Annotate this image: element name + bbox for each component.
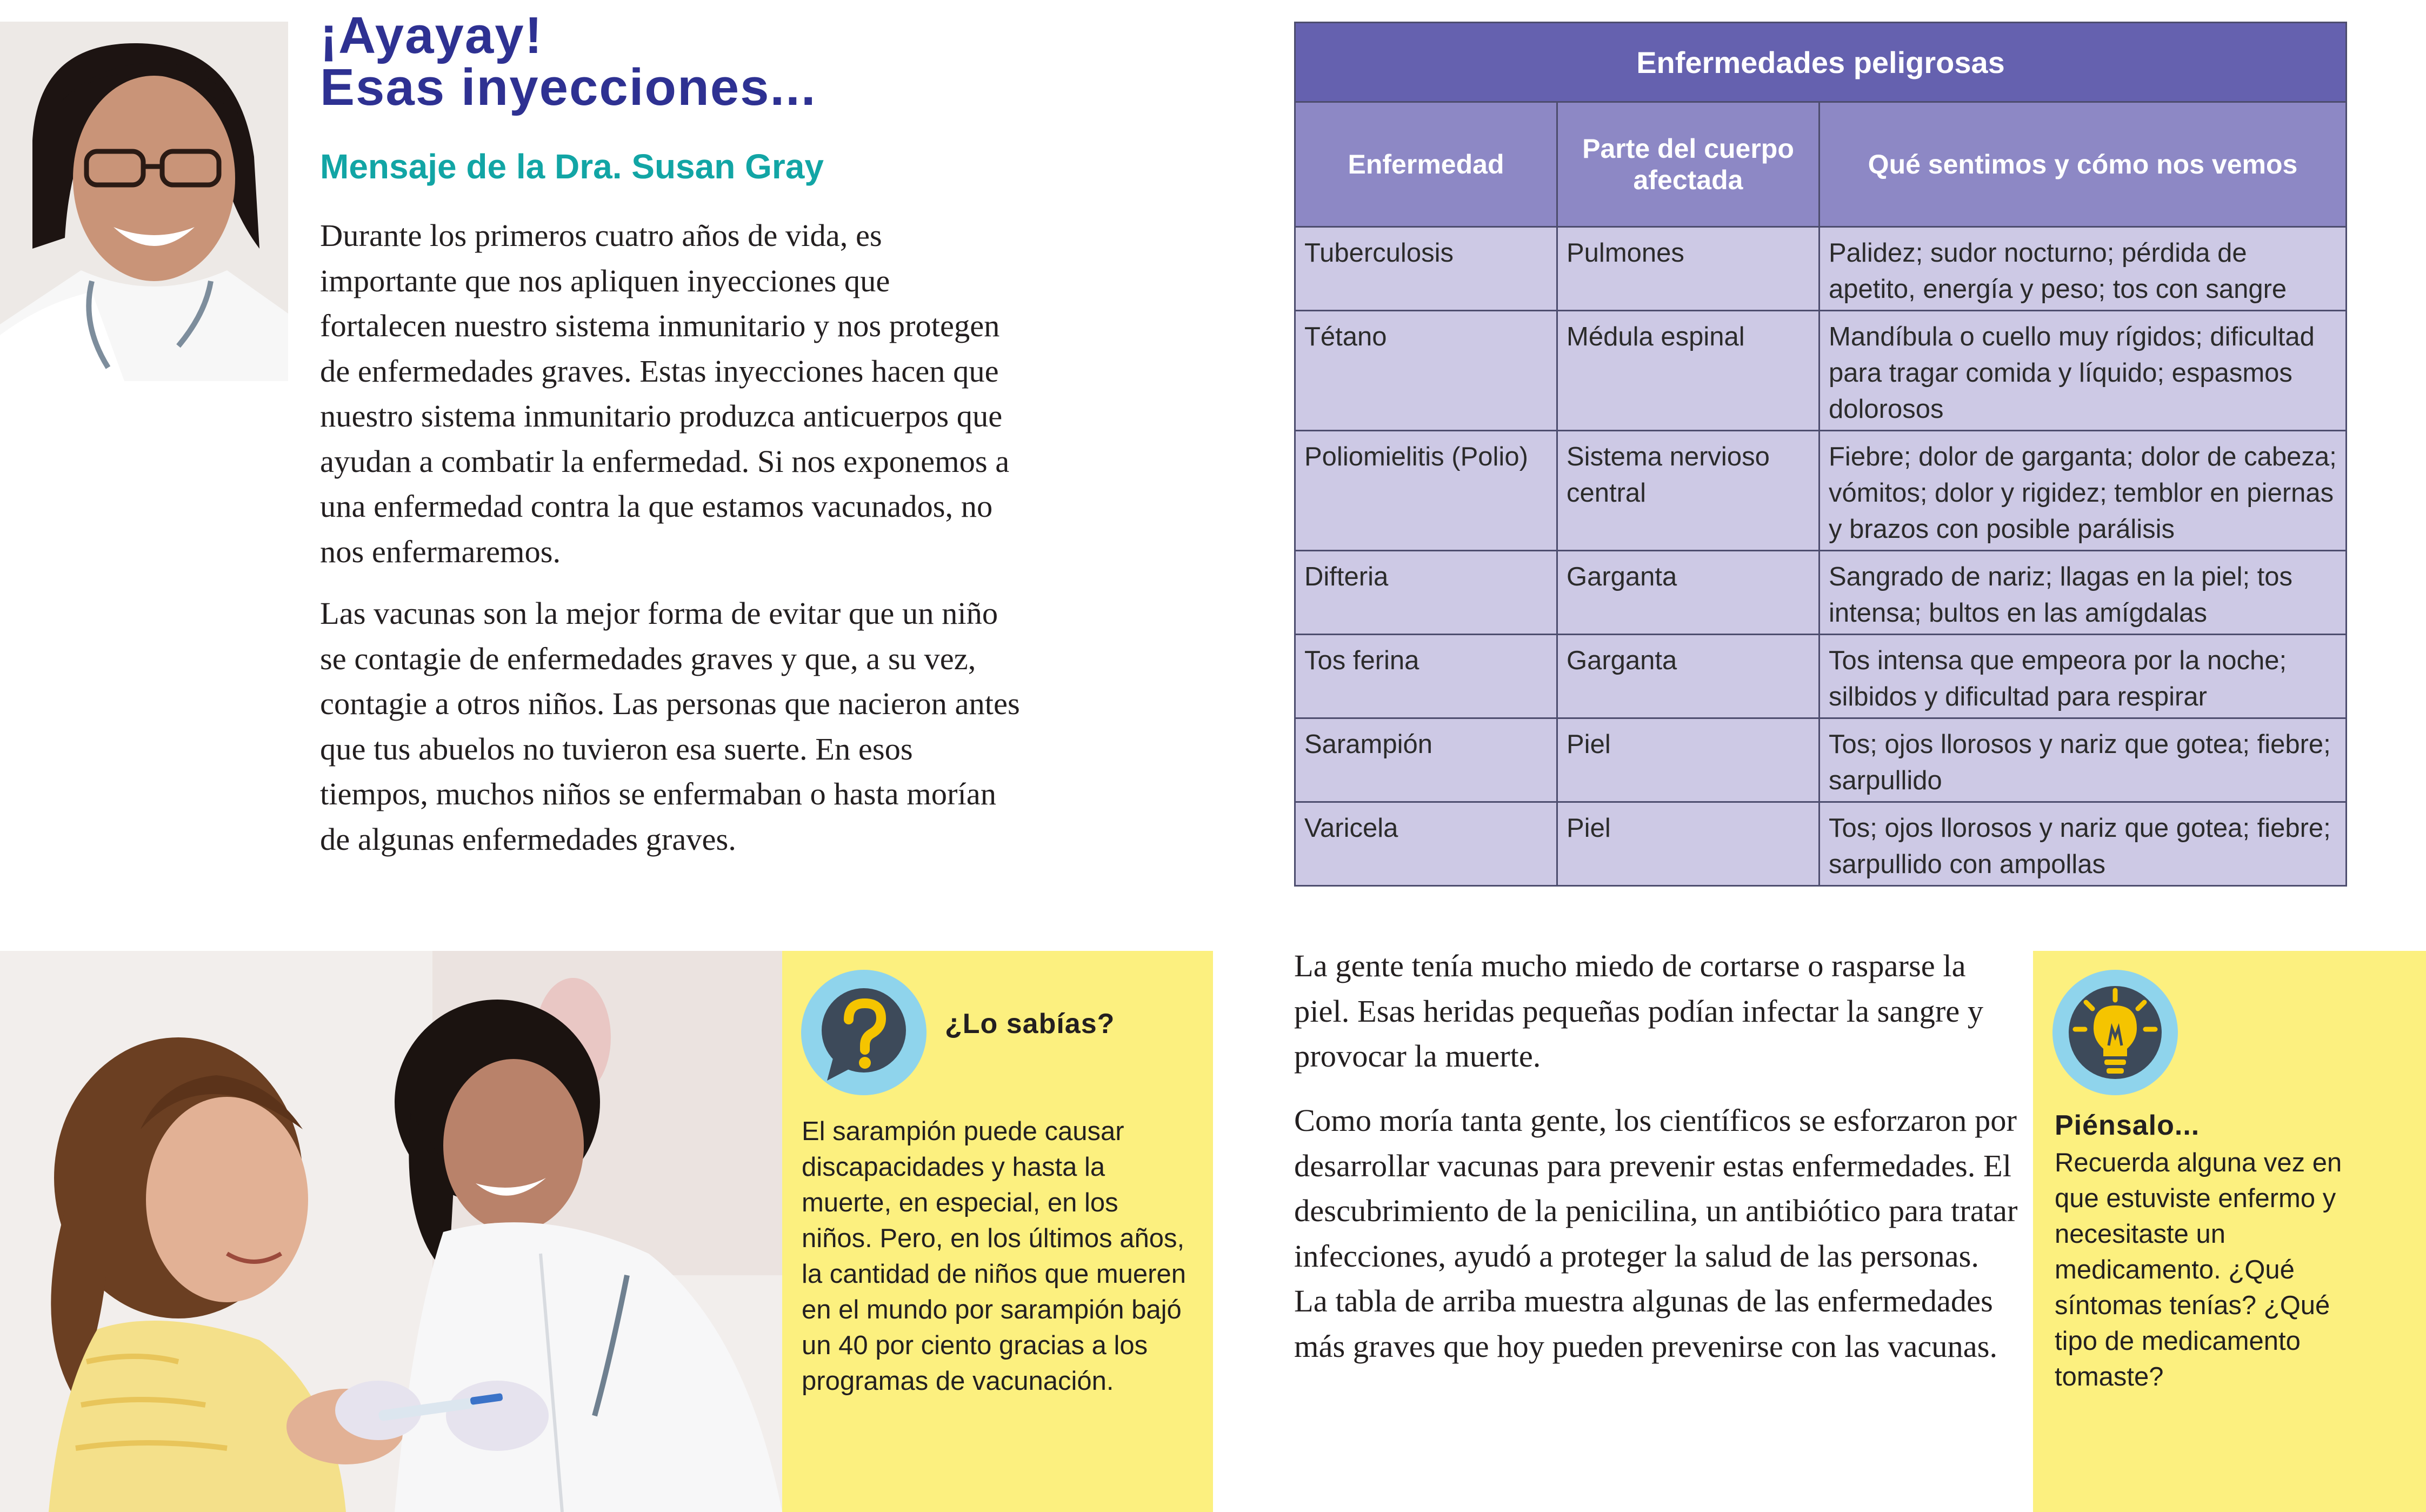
- page-title-line-2: Esas inyecciones...: [320, 58, 817, 116]
- table-cell-disease: Tuberculosis: [1295, 227, 1557, 311]
- think-about-it-text: Recuerda alguna vez en que estuviste enfermo y necesitaste un medicamento. ¿Qué síntomas tenías? ¿Qué tipo de medicamento tomaste?: [2055, 1148, 2342, 1391]
- table-cell-body-part: Garganta: [1557, 635, 1820, 718]
- table-cell-disease: Difteria: [1295, 551, 1557, 635]
- table-cell-symptoms: Mandíbula o cuello muy rígidos; dificultad para tragar comida y líquido; espasmos dolorosos: [1820, 311, 2347, 431]
- page-title: [320, 6, 1023, 116]
- table-row: [1295, 311, 2347, 431]
- body-paragraph-2: Las vacunas son la mejor forma de evitar que un niño se contagie de enfermedades graves y que, a su vez, contagie a otros niños. Las personas que nacieron antes que tus abuelos no tuvieron esa suerte. En esos tiempos, muchos niños se enfermaban o hasta morían de algunas enfermedades graves.: [320, 596, 1020, 857]
- table-cell-body-part: Piel: [1557, 802, 1820, 886]
- table-cell-symptoms: Palidez; sudor nocturno; pérdida de apetito, energía y peso; tos con sangre: [1820, 227, 2347, 311]
- did-you-know-title: ¿Lo sabías?: [945, 1008, 1115, 1040]
- table-row: [1295, 802, 2347, 886]
- table-header-row: [1295, 102, 2347, 227]
- table-cell-symptoms: Tos intensa que empeora por la noche; silbidos y dificultad para respirar: [1820, 635, 2347, 718]
- body-paragraph-1: Durante los primeros cuatro años de vida, es importante que nos apliquen inyecciones que fortalecen nuestro sistema inmunitario y nos protegen de enfermedades graves. Estas inyecciones hacen que nuestro sistema inmunitario produzca anticuerpos que ayudan a combatir la enfermedad. Si nos exponemos a una enfermedad contra la que estamos vacunados, no nos enfermaremos.: [320, 218, 1010, 569]
- diseases-table: [1294, 22, 2347, 887]
- diseases-table-container: [1294, 22, 2345, 885]
- table-cell-body-part: Garganta: [1557, 551, 1820, 635]
- table-row: [1295, 635, 2347, 718]
- table-header-disease: Enfermedad: [1295, 102, 1557, 227]
- table-cell-disease: Poliomielitis (Polio): [1295, 431, 1557, 551]
- table-row: [1295, 551, 2347, 635]
- table-header-symptoms: Qué sentimos y cómo nos vemos: [1820, 102, 2347, 227]
- table-header-body-part: Parte del cuerpo afectada: [1557, 102, 1820, 227]
- table-row: [1295, 718, 2347, 802]
- table-cell-symptoms: Tos; ojos llorosos y nariz que gotea; fiebre; sarpullido: [1820, 718, 2347, 802]
- table-caption: Enfermedades peligrosas: [1295, 23, 2347, 102]
- table-cell-symptoms: Fiebre; dolor de garganta; dolor de cabeza; vómitos; dolor y rigidez; temblor en piernas y brazos con posible parálisis: [1820, 431, 2347, 551]
- table-cell-body-part: Médula espinal: [1557, 311, 1820, 431]
- lightbulb-icon: [2052, 970, 2178, 1095]
- page-title-line-1: ¡Ayayay!: [320, 6, 543, 64]
- body-paragraph-4: Como moría tanta gente, los científicos se esforzaron por desarrollar vacunas para prevenir estas enfermedades. El descubrimiento de la penicilina, un antibiótico para tratar infecciones, ayudó a proteger la salud de las personas. La tabla de arriba muestra algunas de las enfermedades más graves que hoy pueden prevenirse con las vacunas.: [1294, 1103, 2018, 1364]
- table-cell-disease: Tos ferina: [1295, 635, 1557, 718]
- table-cell-body-part: Sistema nervioso central: [1557, 431, 1820, 551]
- vaccination-photo: [0, 951, 782, 1512]
- table-cell-body-part: Pulmones: [1557, 227, 1820, 311]
- table-cell-symptoms: Tos; ojos llorosos y nariz que gotea; fiebre; sarpullido con ampollas: [1820, 802, 2347, 886]
- table-cell-symptoms: Sangrado de nariz; llagas en la piel; tos intensa; bultos en las amígdalas: [1820, 551, 2347, 635]
- table-cell-disease: Tétano: [1295, 311, 1557, 431]
- table-row: [1295, 227, 2347, 311]
- table-row: [1295, 431, 2347, 551]
- body-paragraph-3: La gente tenía mucho miedo de cortarse o rasparse la piel. Esas heridas pequeñas podían infectar la sangre y provocar la muerte.: [1294, 948, 1984, 1074]
- question-speech-bubble-icon: [801, 970, 927, 1095]
- think-about-it-title: Piénsalo...: [2055, 1110, 2200, 1141]
- did-you-know-text: El sarampión puede causar discapacidades y hasta la muerte, en especial, en los niños. Pero, en los últimos años, la cantidad de niños que mueren en el mundo por sarampión bajó un 40 por ciento gracias a los programas de vacunación.: [802, 1117, 1187, 1396]
- table-cell-disease: Varicela: [1295, 802, 1557, 886]
- doctor-portrait-photo: [0, 22, 288, 381]
- table-cell-disease: Sarampión: [1295, 718, 1557, 802]
- page-subtitle: Mensaje de la Dra. Susan Gray: [320, 147, 824, 186]
- table-cell-body-part: Piel: [1557, 718, 1820, 802]
